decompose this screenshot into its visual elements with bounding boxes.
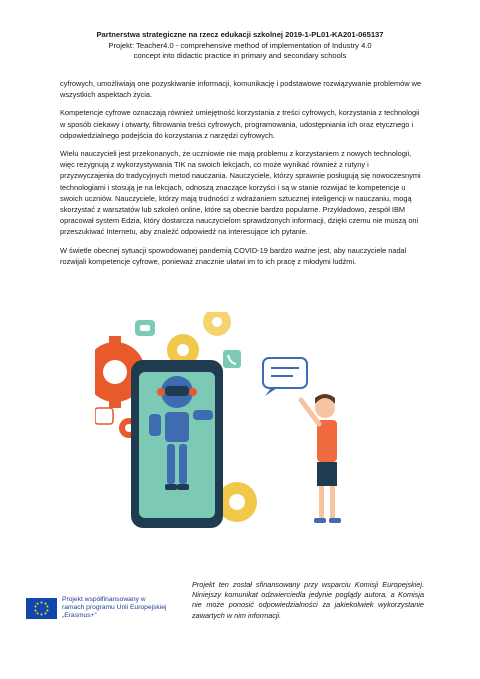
- header-subtitle-line: concept into didactic practice in primary and secondary schools: [133, 51, 347, 60]
- paragraph: cyfrowych, umożliwiają one pozyskiwanie informacji, komunikację i podstawowe rozwiązywanie problemów we wszystkich aspektach życia.: [60, 79, 422, 100]
- paragraph: Kompetencje cyfrowe oznaczają również umiejętność korzystania z treści cyfrowych, korzystania z technologii w sposób ciekawy i otwarty, filtrowania treści cyfrowych, programowania, udostępniania ich oraz etycznego i odpowiedzialnego podejścia do korzystania z narzędzi cyfrowych.: [60, 108, 420, 140]
- logo-line: Projekt współfinansowany w: [62, 596, 146, 603]
- paragraph: Wielu nauczycieli jest przekonanych, że uczniowie nie mają problemu z korzystaniem z nowych technologii, więc rezygnują z wykorzystywania TIK na swoich lekcjach, co może wynikać również z rutyny i przyzwyczajenia do tradycyjnych metod nauczania. Nauczyciele, którzy sprawnie posługują się nowoczesnymi technologiami i stosują je na lekcjach, odnoszą znaczące korzyści i są w stanie rozwijać te kompetencje u swoich uczniów. Nauczyciele, którzy mają trudności z wdrażaniem sztucznej inteligencji w nauczaniu, mogą skorzystać z warsztatów lub szkoleń online, które są obecnie bardzo popularne. Przykładowo, zespół IBM opracował system Edzia, który dostarcza nauczycielom sprawdzonych informacji, dzięki czemu nie muszą oni przeszukiwać Internetu, aby znaleźć odpowiedź na interesujące ich pytanie.: [60, 149, 421, 237]
- game-controller-icon: [135, 320, 155, 336]
- header-project-line: Projekt: Teacher4.0 - comprehensive method of implementation of Industry 4.0: [108, 40, 372, 50]
- document-header: [60, 30, 420, 62]
- erasmus-logo: [26, 596, 196, 630]
- phone-call-icon: [223, 350, 241, 368]
- logo-line: ramach programu Unii Europejskiej: [62, 604, 167, 611]
- logo-line: „Erasmus+”: [62, 612, 97, 619]
- eu-disclaimer: Projekt ten został sfinansowany przy wsparciu Komisji Europejskiej. Niniejszy komunikat odzwierciedla jedynie poglądy autora, a Komisja nie może ponosić odpowiedzialności za jakiekolwiek wykorzystanie zawartych w nim informacji.: [192, 580, 424, 620]
- header-program-line: Partnerstwa strategiczne na rzecz edukacji szkolnej 2019-1-PL01-KA201-065137: [96, 30, 384, 39]
- robot-boy-illustration: [95, 312, 385, 534]
- speech-bubble-icon: [263, 358, 307, 396]
- paragraph: W świetle obecnej sytuacji spowodowanej pandemią COVID-19 bardzo ważne jest, aby nauczyciele nadal rozwijali kompetencje cyfrowe, ponieważ znacznie ułatwi im to ich pracę z młodymi ludźmi.: [60, 245, 407, 266]
- eu-flag-icon: [26, 598, 57, 619]
- chat-bubble-icon: [95, 408, 113, 424]
- main-body: [60, 78, 422, 274]
- boy-figure: [301, 394, 341, 523]
- erasmus-caption: [62, 596, 166, 620]
- gear-icon: [203, 312, 231, 336]
